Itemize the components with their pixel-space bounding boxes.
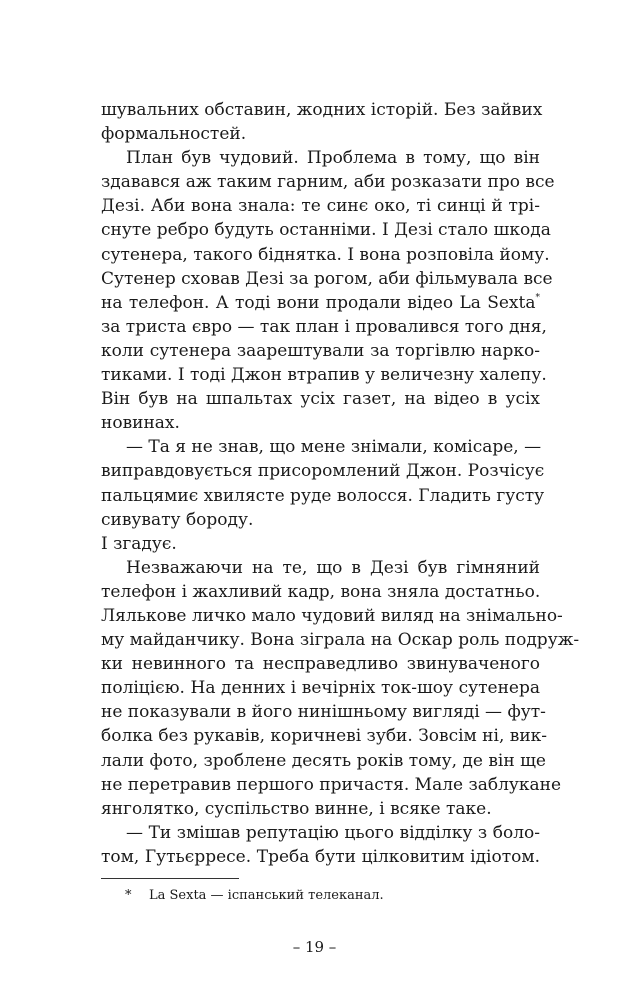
text-line: І згадує. [101,533,177,554]
text-line: Незважаючи на те, що в Дезі був гімняний [126,557,540,578]
body-text [101,98,580,869]
text-line: виправдовується присоромлений Джон. Розчісує [101,461,545,482]
text-line: коли сутенера заарештували за торгівлю нарко- [101,340,540,361]
text-line: Сутенер сховав Дезі за рогом, аби фільмувала все [101,268,553,289]
text-line: — Ти змішав репутацію цього відділку з боло- [126,822,540,843]
text-line: тиками. І тоді Джон втрапив у величезну халепу. [101,365,547,386]
text-line-with-footnote [101,291,540,315]
text-line: Лялькове личко мало чудовий виляд на знімально- [101,605,563,626]
text-line: болка без рукавів, коричневі зуби. Зовсім ні, вик- [101,726,548,747]
text-line: здавався аж таким гарним, аби розказати про все [101,172,555,193]
text-line-content: на телефон. А тоді вони продали відео La Sexta [101,292,536,313]
text-line: новинах. [101,413,180,434]
text-line: формальностей. [101,124,247,145]
text-line: План був чудовий. Проблема в тому, що він [126,148,540,169]
text-line: — Та я не знав, що мене знімали, комісаре, — [126,437,542,458]
text-line: лали фото, зроблене десять років тому, де він ще [101,750,546,771]
footnote-reference: * [535,292,540,303]
text-line: телефон і жахливий кадр, вона зняла достатньо. [101,581,541,602]
text-line: том, Гутьєрресе. Треба бути цілковитим ідіотом. [101,846,540,867]
footnote [101,887,540,905]
text-line: му майданчику. Вона зіграла на Оскар роль подруж- [101,630,580,651]
text-line: Дезі. Аби вона знала: те синє око, ті синці й трі- [101,196,540,217]
text-line: сивувату бороду. [101,509,254,530]
text-line: снуте ребро будуть останніми. І Дезі стало шкода [101,220,551,241]
footnote-marker: * [125,888,132,903]
footnote-text: La Sexta — іспанський телеканал. [149,888,384,903]
footnote-divider [101,878,239,879]
text-line: не показували в його нинішньому вигляді — фут- [101,702,546,723]
text-line: Він був на шпальтах усіх газет, на відео в усіх [101,389,540,410]
text-line: поліцією. На денних і вечірніх ток-шоу сутенера [101,678,540,699]
text-line: янголятко, суспільство винне, і всяке таке. [101,798,492,819]
text-line: пальцямиє хвилясте руде волосся. Гладить густу [101,485,545,506]
page-number: – 19 – [292,938,337,956]
text-line: сутенера, такого біднятка. І вона розповіла йому. [101,244,550,265]
text-line: за триста євро — так план і провалився того дня, [101,316,547,337]
text-line: шувальних обставин, жодних історій. Без зайвих [101,100,543,120]
text-line: не перетравив першого причастя. Мале заблукане [101,774,562,795]
text-line: ки невинного та несправедливо звинуваченого [101,654,540,675]
